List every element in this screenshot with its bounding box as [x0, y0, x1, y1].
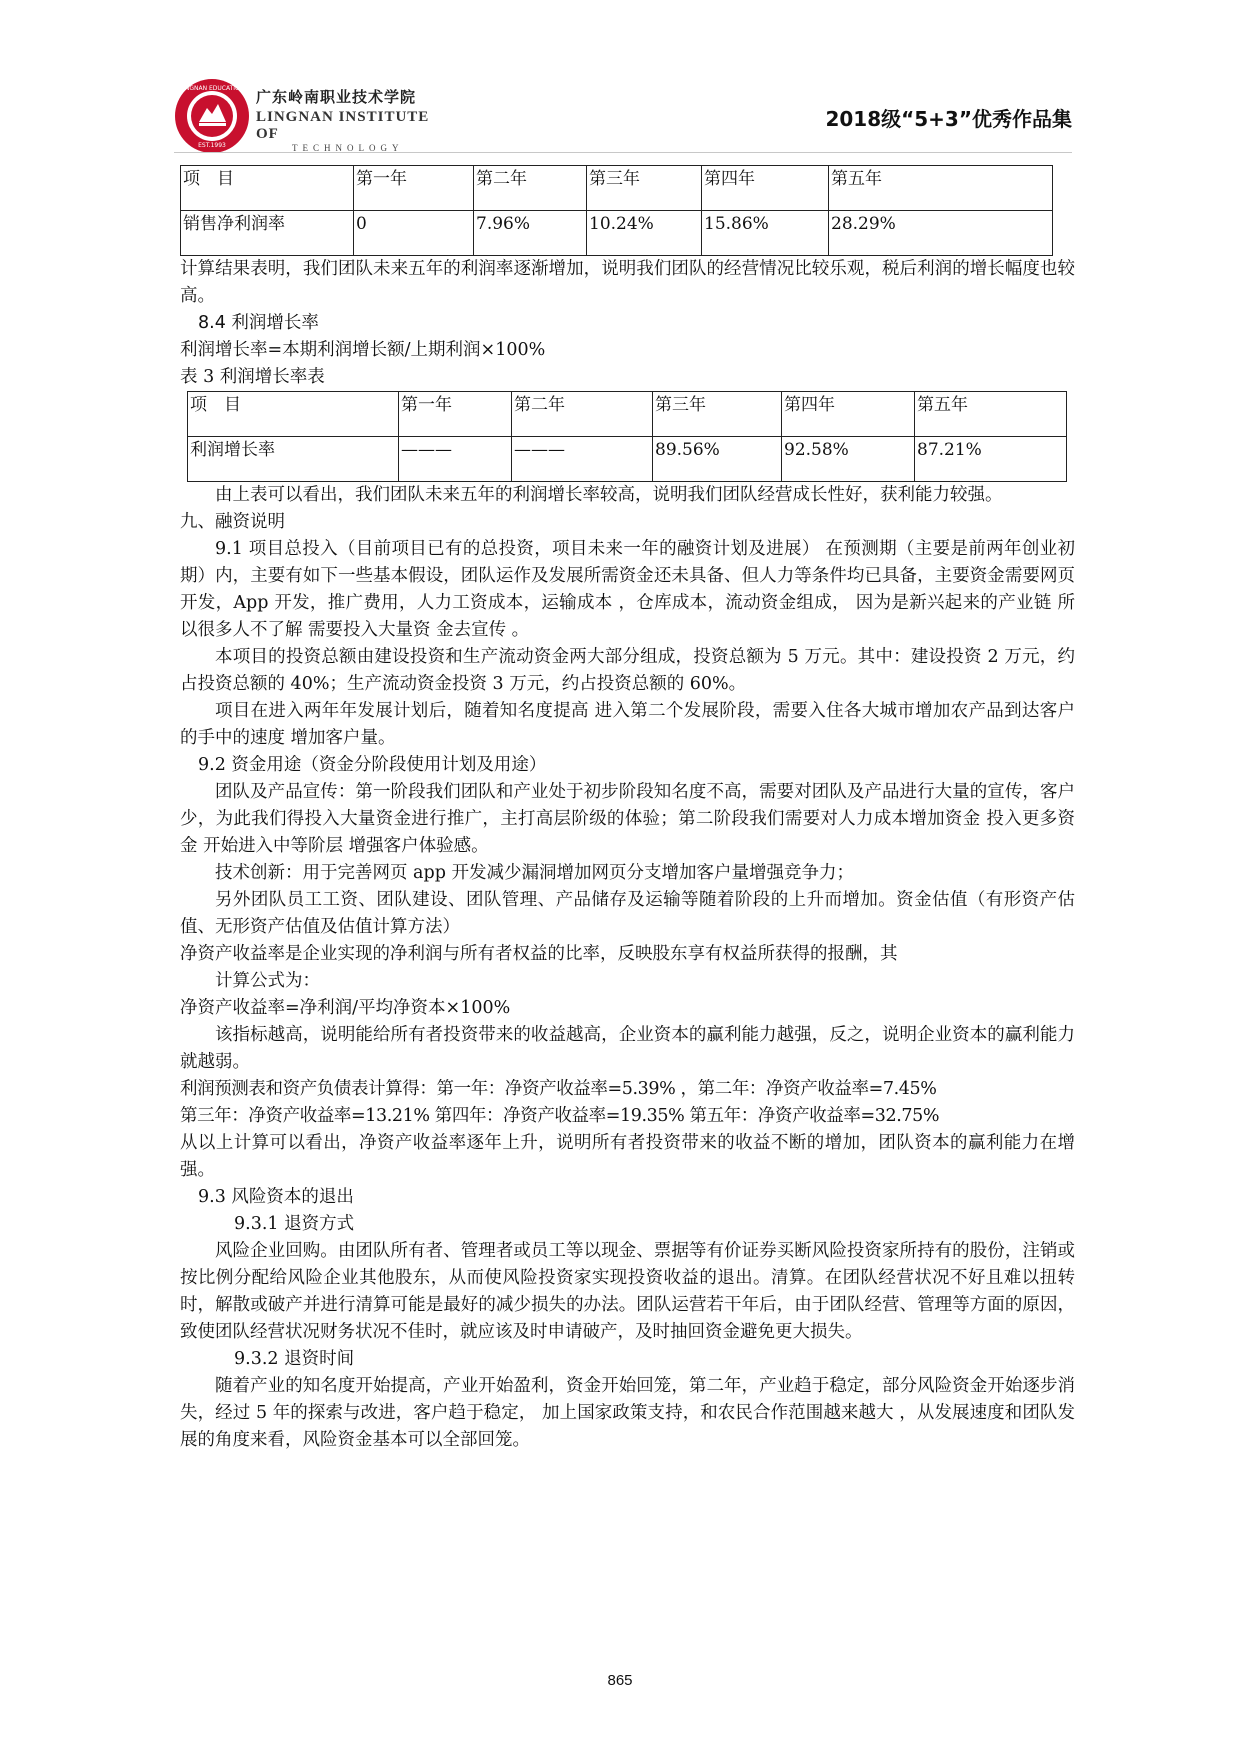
header-divider	[174, 152, 1072, 153]
section-heading: 9.2 资金用途（资金分阶段使用计划及用途）	[198, 755, 547, 775]
table-header-row	[181, 166, 1053, 211]
table-cell: ———	[512, 437, 653, 482]
paragraph: 9.1 项目总投入（目前项目已有的总投资，项目未来一年的融资计划及进展） 在预测期（主要是前两年创业初期）内，主要有如下一些基本假设，团队运作及发展所需资金还未具备、但人力等条件均已具备，主要资金需要网页开发，App 开发，推广费用，人力工资成本，运输成本 ，仓库成本，流动资金组成， 因为是新兴起来的产业链 所以很多人不了解 需要投入大量资 金去宣传 。	[180, 539, 1075, 640]
table-cell: 10.24%	[587, 211, 702, 256]
paragraph: 由上表可以看出，我们团队未来五年的利润增长率较高，说明我们团队经营成长性好，获利能力较强。	[215, 485, 1003, 505]
page-header	[0, 0, 1240, 160]
table-cell: 销售净利润率	[181, 211, 354, 256]
subsection-heading: 9.3.2 退资时间	[234, 1349, 355, 1369]
subsection-heading: 9.3.1 退资方式	[234, 1214, 355, 1234]
table-cell: 第五年	[915, 392, 1067, 437]
table-row	[188, 437, 1067, 482]
table-cell: ———	[399, 437, 512, 482]
section-heading: 9.3 风险资本的退出	[198, 1187, 354, 1207]
formula: 利润增长率=本期利润增长额/上期利润×100%	[180, 340, 546, 360]
institute-name	[256, 86, 456, 153]
table-cell: 第一年	[354, 166, 474, 211]
formula: 净资产收益率=净利润/平均净资本×100%	[180, 998, 511, 1018]
table-header-row	[188, 392, 1067, 437]
table-cell: 15.86%	[702, 211, 829, 256]
collection-title: 2018级“5+3”优秀作品集	[825, 107, 1072, 131]
paragraph: 利润预测表和资产负债表计算得：第一年：净资产收益率=5.39% ，第二年：净资产收益率=7.45%	[180, 1079, 937, 1099]
paragraph: 计算公式为：	[215, 971, 320, 991]
paragraph: 计算结果表明，我们团队未来五年的利润率逐渐增加，说明我们团队的经营情况比较乐观，税后利润的增长幅度也较高。	[180, 259, 1075, 306]
table-cell: 第一年	[399, 392, 512, 437]
table-cell: 第二年	[474, 166, 587, 211]
table-cell: 第五年	[829, 166, 1053, 211]
paragraph: 第三年：净资产收益率=13.21% 第四年：净资产收益率=19.35% 第五年：净资产收益率=32.75%	[180, 1106, 940, 1126]
page-body	[180, 165, 1075, 1454]
table-cell: 0	[354, 211, 474, 256]
table-cell: 项 目	[181, 166, 354, 211]
paragraph: 随着产业的知名度开始提高，产业开始盈利，资金开始回笼，第二年，产业趋于稳定，部分风险资金开始逐步消失，经过 5 年的探索与改进，客户趋于稳定， 加上国家政策支持，和农民合作范围越来越大 ，从发展速度和团队发展的角度来看，风险资金基本可以全部回笼。	[180, 1376, 1075, 1450]
paragraph: 该指标越高，说明能给所有者投资带来的收益越高，企业资本的赢利能力越强，反之，说明企业资本的赢利能力就越弱。	[180, 1025, 1075, 1072]
table-cell: 7.96%	[474, 211, 587, 256]
table-row	[181, 211, 1053, 256]
table-cell: 第三年	[653, 392, 782, 437]
institute-name-en-sub: TECHNOLOGY	[292, 143, 404, 153]
paragraph: 项目在进入两年年发展计划后，随着知名度提高 进入第二个发展阶段，需要入住各大城市增加农产品到达客户的手中的速度 增加客户量。	[180, 701, 1075, 748]
table-cell: 第四年	[702, 166, 829, 211]
paragraph: 技术创新：用于完善网页 app 开发减少漏洞增加网页分支增加客户量增强竞争力；	[215, 863, 854, 883]
profit-growth-table	[187, 391, 1067, 482]
table-cell: 28.29%	[829, 211, 1053, 256]
logo-text-top: LINGNAN EDUCATION	[179, 85, 245, 92]
paragraph: 团队及产品宣传：第一阶段我们团队和产业处于初步阶段知名度不高，需要对团队及产品进行大量的宣传，客户少，为此我们得投入大量资金进行推广，主打高层阶级的体验；第二阶段我们需要对人力成本增加资金 投入更多资金 开始进入中等阶层 增强客户体验感。	[180, 782, 1075, 856]
table-cell: 第三年	[587, 166, 702, 211]
net-profit-margin-table	[180, 165, 1053, 256]
page-number: 865	[607, 1672, 633, 1689]
table-cell: 项 目	[188, 392, 399, 437]
institute-name-cn: 广东岭南职业技术学院	[256, 88, 417, 106]
table-cell: 87.21%	[915, 437, 1067, 482]
table-cell: 第四年	[782, 392, 915, 437]
table-cell: 利润增长率	[188, 437, 399, 482]
logo-text-bottom: EST.1993	[198, 142, 226, 149]
table-cell: 92.58%	[782, 437, 915, 482]
section-heading: 8.4 利润增长率	[198, 313, 319, 333]
table-cell: 89.56%	[653, 437, 782, 482]
school-logo-icon	[174, 78, 250, 154]
paragraph: 从以上计算可以看出，净资产收益率逐年上升，说明所有者投资带来的收益不断的增加，团队资本的赢利能力在增强。	[180, 1133, 1075, 1180]
paragraph: 另外团队员工工资、团队建设、团队管理、产品储存及运输等随着阶段的上升而增加。资金估值（有形资产估值、无形资产估值及估值计算方法）	[180, 890, 1075, 937]
table-caption: 表 3 利润增长率表	[180, 367, 325, 387]
paragraph: 本项目的投资总额由建设投资和生产流动资金两大部分组成，投资总额为 5 万元。其中：建设投资 2 万元，约占投资总额的 40%；生产流动资金投资 3 万元，约占投资总额的 60%。	[180, 647, 1075, 694]
section-heading: 九、融资说明	[180, 512, 285, 532]
paragraph: 风险企业回购。由团队所有者、管理者或员工等以现金、票据等有价证券买断风险投资家所持有的股份，注销或按比例分配给风险企业其他股东，从而使风险投资家实现投资收益的退出。清算。在团队经营状况不好且难以扭转时，解散或破产并进行清算可能是最好的减少损失的办法。团队运营若干年后，由于团队经营、管理等方面的原因， 致使团队经营状况财务状况不佳时，就应该及时申请破产，及时抽回资金避免更大损失。	[180, 1241, 1075, 1342]
institute-name-en: LINGNAN INSTITUTE OF	[256, 109, 430, 142]
table-cell: 第二年	[512, 392, 653, 437]
paragraph: 净资产收益率是企业实现的净利润与所有者权益的比率，反映股东享有权益所获得的报酬，其	[180, 944, 898, 964]
